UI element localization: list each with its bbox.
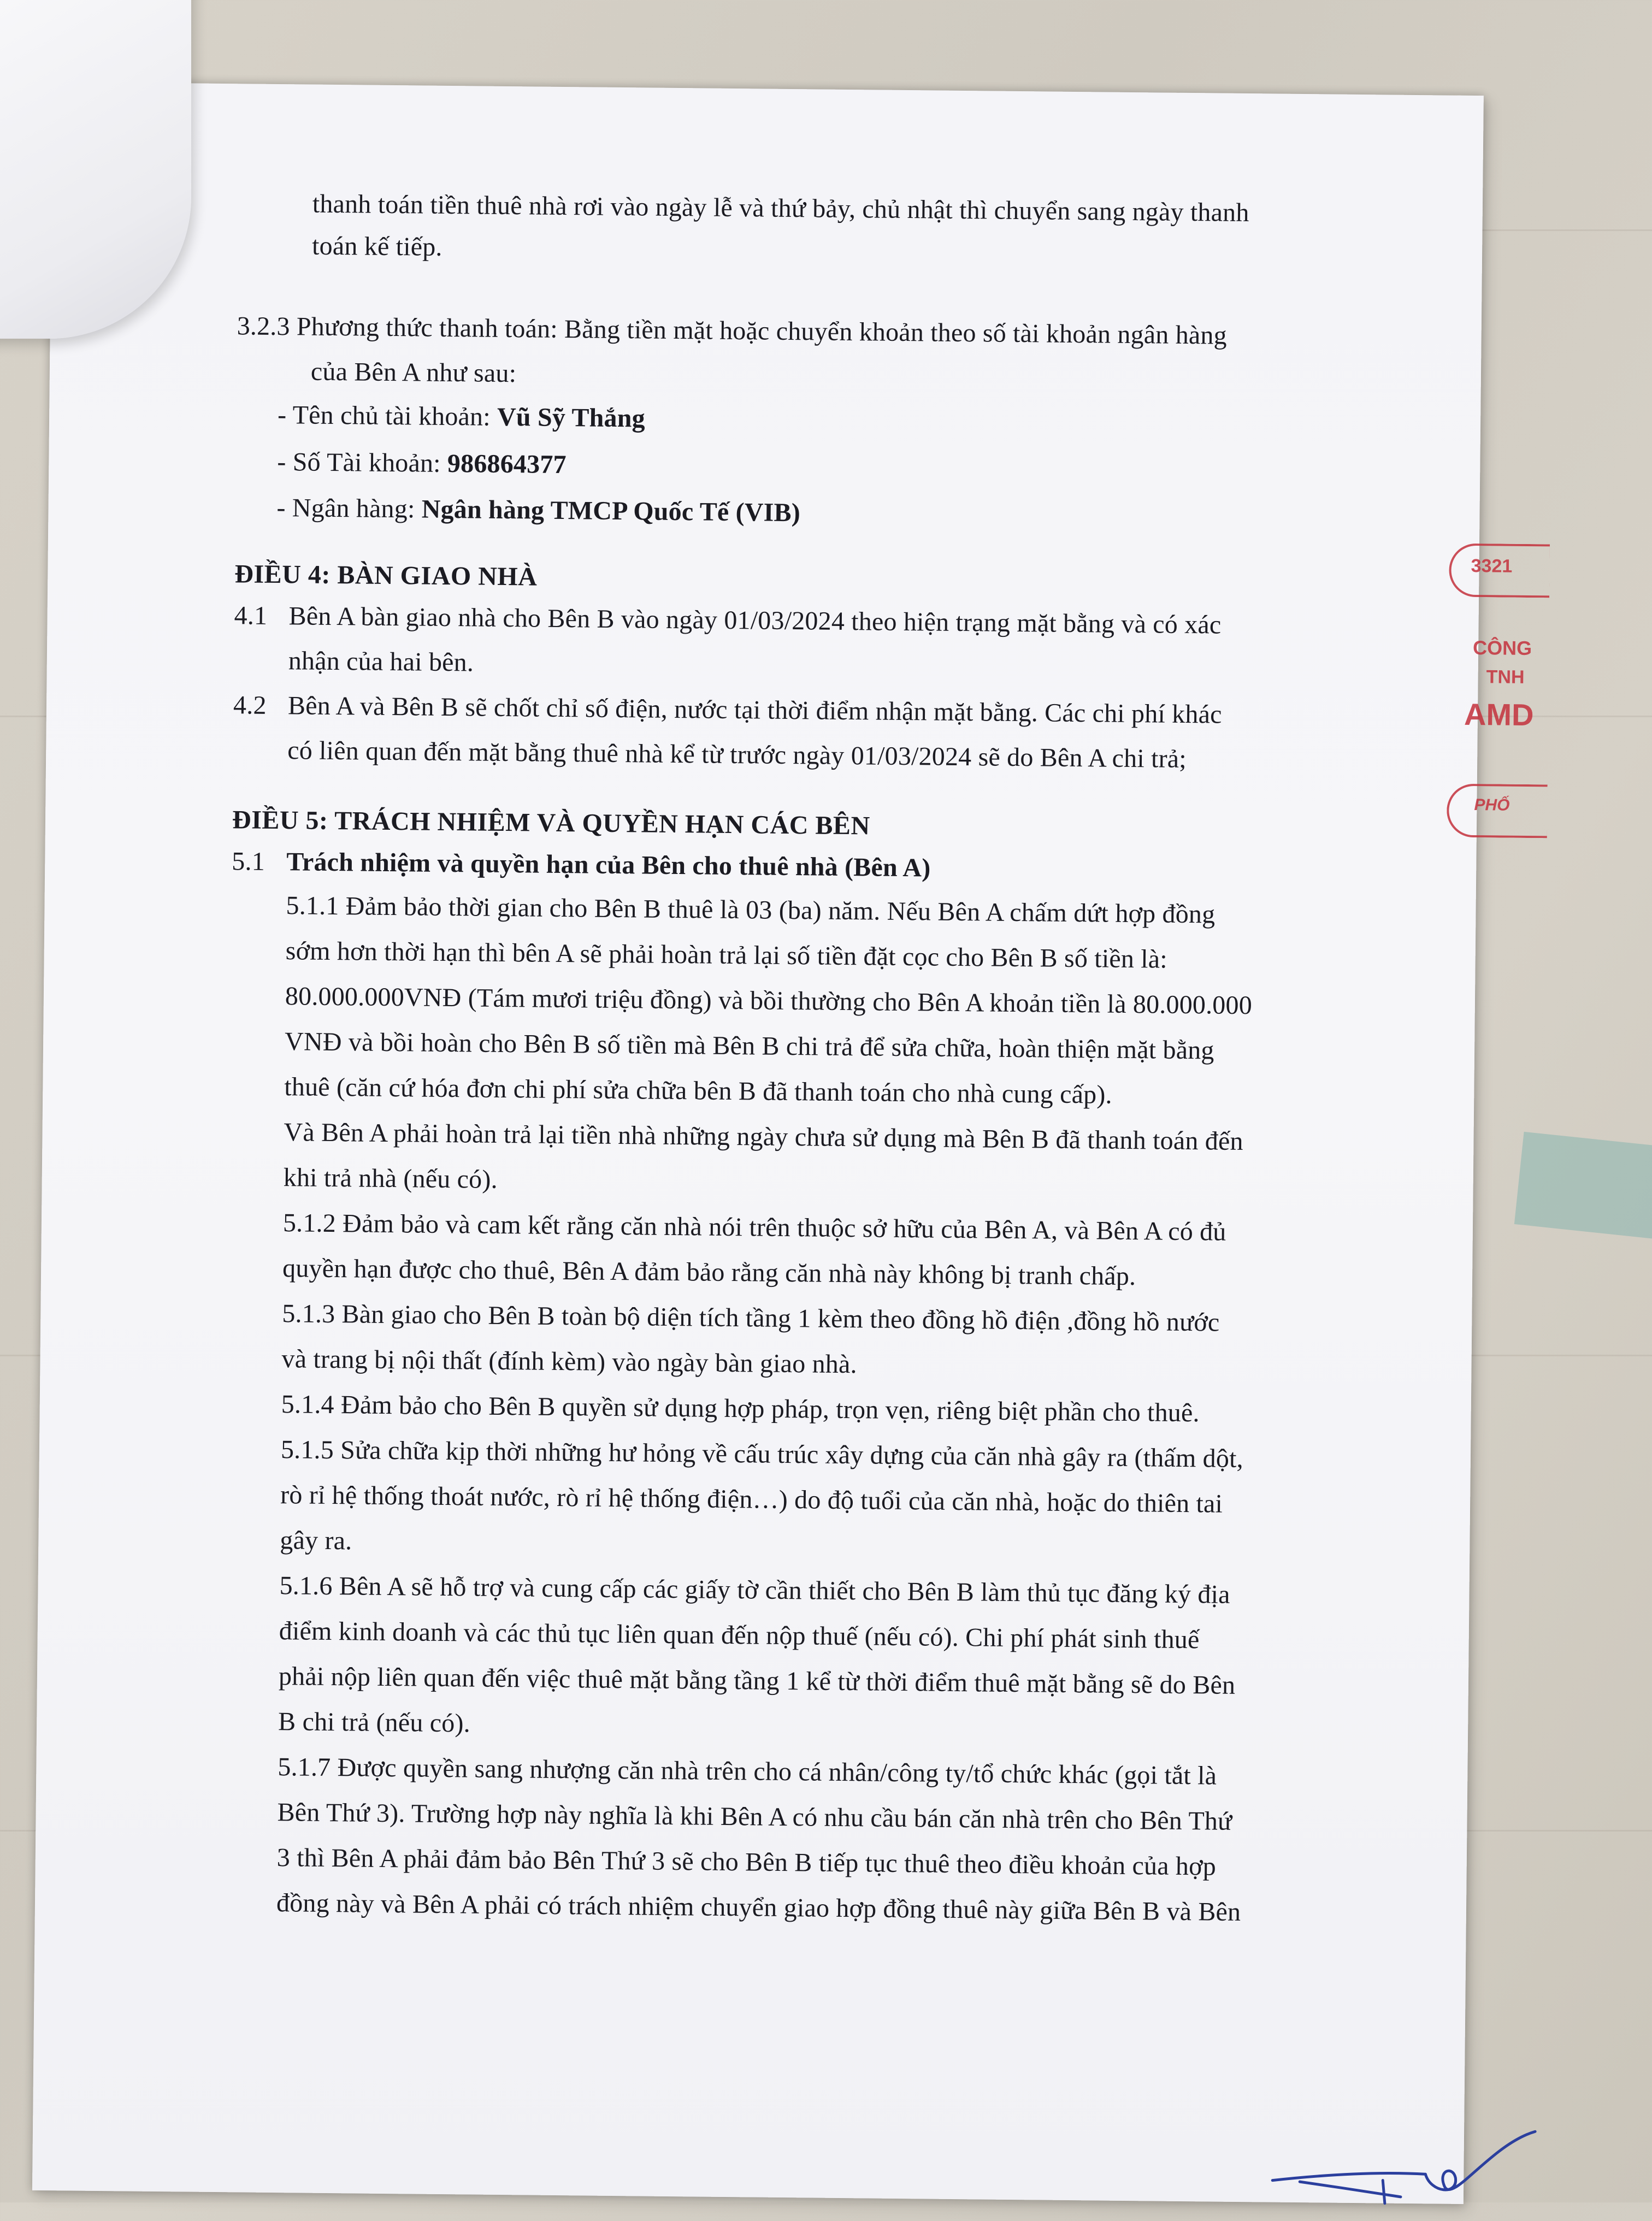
payment-method-text: Phương thức thanh toán: Bằng tiền mặt hoặc chuyển khoản theo số tài khoản ngân hàng <box>296 312 1228 350</box>
article-5-line: đồng này và Bên A phải có trách nhiệm chuyển giao hợp đồng thuê này giữa Bên B và Bên <box>276 1888 1241 1927</box>
company-stamp <box>1446 544 1553 905</box>
item-text: Bên A bàn giao nhà cho Bên B vào ngày 01/03/2024 theo hiện trạng mặt bằng và có xác <box>288 601 1222 640</box>
bank-value: Ngân hàng TMCP Quốc Tế (VIB) <box>421 494 801 528</box>
clause-number: 3.2.3 <box>237 311 290 341</box>
article-5-line: 5.1.2 Đảm bảo và cam kết rằng căn nhà nói trên thuộc sở hữu của Bên A, và Bên A có đủ <box>282 1208 1226 1247</box>
article-5-line: VNĐ và bồi hoàn cho Bên B số tiền mà Bên B chi trả để sửa chữa, hoàn thiện mặt bằng <box>284 1027 1214 1065</box>
article-5-line: 5.1.4 Đảm bảo cho Bên B quyền sử dụng hợp pháp, trọn vẹn, riêng biệt phần cho thuê. <box>281 1390 1200 1428</box>
stamp-text-5: PHỐ <box>1474 796 1510 814</box>
sub-number: 5.1 <box>232 847 266 876</box>
bank-line <box>276 484 800 537</box>
payment-method-line-2: của Bên A như sau: <box>310 357 517 388</box>
article-5-line: phải nộp liên quan đến việc thuê mặt bằng tầng 1 kể từ thời điểm thuê mặt bằng sẽ do Bên <box>278 1662 1236 1700</box>
article-5-line: thuê (căn cứ hóa đơn chi phí sửa chữa bên B đã thanh toán cho nhà cung cấp). <box>284 1072 1113 1109</box>
stamp-text-4: AMD <box>1464 696 1534 733</box>
document-page <box>32 82 1534 2204</box>
account-holder-value: Vũ Sỹ Thắng <box>497 402 646 433</box>
article-5-line: 5.1.5 Sửa chữa kịp thời những hư hỏng về cấu trúc xây dựng của căn nhà gây ra (thấm dột, <box>280 1435 1244 1474</box>
bank-label: - Ngân hàng: <box>276 493 422 524</box>
article-5-line: 80.000.000VNĐ (Tám mươi triệu đồng) và bồi thường cho Bên A khoản tiền là 80.000.000 <box>285 982 1253 1020</box>
account-number-line <box>277 438 567 489</box>
account-holder-label: - Tên chủ tài khoản: <box>277 400 498 432</box>
account-holder-line <box>278 391 645 442</box>
continued-line-1: thanh toán tiền thuê nhà rơi vào ngày lễ và thứ bảy, chủ nhật thì chuyển sang ngày thanh <box>312 189 1249 228</box>
article-5-line: quyền hạn được cho thuê, Bên A đảm bảo rằng căn nhà này không bị tranh chấp. <box>282 1254 1136 1291</box>
article-5-line: 5.1.3 Bàn giao cho Bên B toàn bộ diện tích tầng 1 kèm theo đồng hồ điện ,đồng hồ nước <box>282 1299 1220 1337</box>
article-5-line: và trang bị nội thất (đính kèm) vào ngày bàn giao nhà. <box>281 1344 857 1379</box>
article-5-heading: ĐIỀU 5: TRÁCH NHIỆM VÀ QUYỀN HẠN CÁC BÊN <box>232 805 870 841</box>
article-4-item-1-line-2: nhận của hai bên. <box>288 646 474 677</box>
article-5-line: Và Bên A phải hoàn trả lại tiền nhà những ngày chưa sử dụng mà Bên B đã thanh toán đến <box>284 1118 1243 1156</box>
item-number: 4.1 <box>234 601 268 630</box>
article-5-line: gây ra. <box>280 1526 352 1556</box>
article-5-line: sớm hơn thời hạn thì bên A sẽ phải hoàn trả lại số tiền đặt cọc cho Bên B số tiền là: <box>285 936 1168 974</box>
article-5-line: 5.1.7 Được quyền sang nhượng căn nhà trên cho cá nhân/công ty/tổ chức khác (gọi tắt là <box>278 1752 1217 1791</box>
tape-strip <box>1514 1132 1652 1239</box>
item-number: 4.2 <box>233 690 267 720</box>
article-5-line: điểm kinh doanh và các thủ tục liên quan đến nộp thuế (nếu có). Chi phí phát sinh thuế <box>279 1616 1200 1655</box>
sub-heading-text: Trách nhiệm và quyền hạn của Bên cho thuê nhà (Bên A) <box>286 847 931 883</box>
article-5-line: 5.1.6 Bên A sẽ hỗ trợ và cung cấp các giấy tờ cần thiết cho Bên B làm thủ tục đăng ký địa <box>279 1571 1230 1609</box>
account-number-label: - Số Tài khoản: <box>277 447 448 478</box>
article-5-line: rò rỉ hệ thống thoát nước, rò rỉ hệ thống điện…) do độ tuổi của căn nhà, hoặc do thiên tai <box>280 1480 1223 1519</box>
continued-line-2: toán kế tiếp. <box>311 231 442 262</box>
stamp-text-1: 3321 <box>1471 555 1513 577</box>
stamp-text-2: CÔNG <box>1472 636 1532 660</box>
article-4-heading: ĐIỀU 4: BÀN GIAO NHÀ <box>234 559 538 592</box>
stamp-text-3: TNH <box>1486 666 1525 688</box>
signature-mark <box>1261 2109 1547 2221</box>
article-5-line: B chi trả (nếu có). <box>278 1707 471 1738</box>
article-4-item-2-line-2: có liên quan đến mặt bằng thuê nhà kể từ trước ngày 01/03/2024 sẽ do Bên A chi trả; <box>287 736 1187 773</box>
item-text: Bên A và Bên B sẽ chốt chỉ số điện, nước tại thời điểm nhận mặt bằng. Các chi phí khác <box>287 691 1222 729</box>
article-5-line: Bên Thứ 3). Trường hợp này nghĩa là khi Bên A có nhu cầu bán căn nhà trên cho Bên Thứ <box>277 1798 1232 1836</box>
article-5-line: 3 thì Bên A phải đảm bảo Bên Thứ 3 sẽ cho Bên B tiếp tục thuê theo điều khoản của hợp <box>276 1843 1217 1881</box>
article-5-line: khi trả nhà (nếu có). <box>283 1163 498 1194</box>
article-5-line: 5.1.1 Đảm bảo thời gian cho Bên B thuê là 03 (ba) năm. Nếu Bên A chấm dứt hợp đồng <box>286 891 1216 929</box>
account-number-value: 986864377 <box>447 448 567 480</box>
